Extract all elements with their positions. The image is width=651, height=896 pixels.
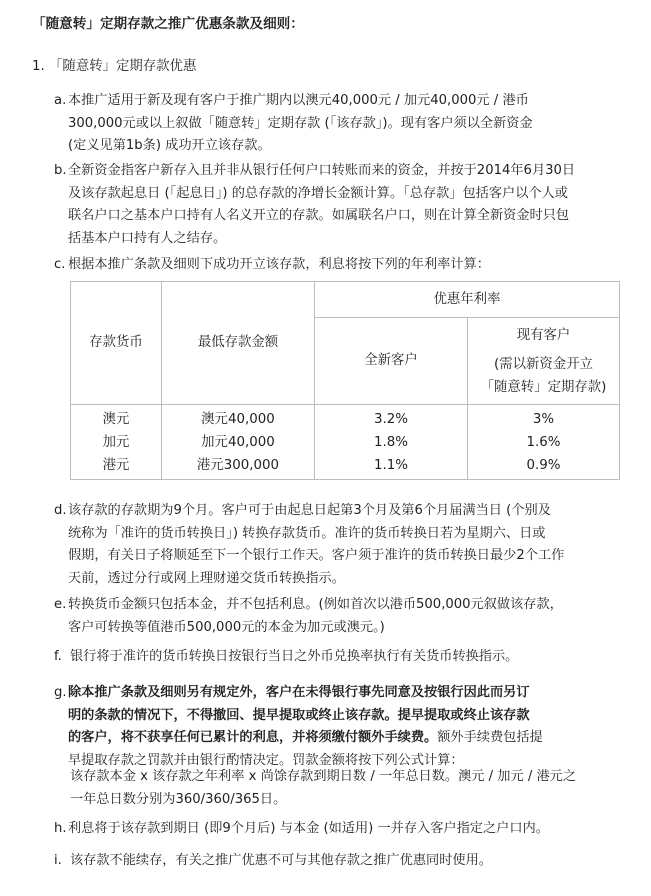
- clause-f: [54, 646, 636, 669]
- new-rate-cell: 1.1%: [373, 457, 409, 473]
- clause-b: [54, 160, 636, 250]
- clause-line: 早提取存款之罚款并由银行酌情决定。罚款金额将按下列公式计算：: [68, 752, 464, 768]
- clause-label: f.: [54, 649, 62, 664]
- cell-new-rates: [315, 405, 468, 480]
- clause-line: 统称为「准许的货币转换日」) 转换存款货币。准许的货币转换日若为星期六、日或: [68, 525, 546, 541]
- clause-line: 利息将于该存款到期日 (即9个月后) 与本金 (如适用) 一并存入客户指定之户口内。: [68, 821, 549, 836]
- min-amount-cell: 加元40,000: [201, 434, 275, 450]
- clause-line: 转换货币金额只包括本金，并不包括利息。(例如首次以港币500,000元叙做该存款，: [68, 597, 563, 612]
- formula-line: 该存款本金 x 该存款之年利率 x 尚馀存款到期日数 / 一年总日数。澳元 / 加元 / 港元之: [70, 769, 577, 784]
- clause-label: g.: [54, 685, 67, 700]
- clause-line: 及该存款起息日 (「起息日」) 的总存款的净增长金额计算。「总存款」包括客户以个人或: [68, 185, 568, 201]
- clause-label: b.: [54, 163, 67, 178]
- clause-label: a.: [54, 93, 67, 108]
- currency-cell: 澳元: [102, 411, 130, 427]
- clause-line: 300,000元或以上叙做「随意转」定期存款 (「该存款」)。现有客户须以全新资金: [68, 115, 533, 131]
- header-existing-line: 「随意转」定期存款): [480, 379, 607, 395]
- clause-line: 根据本推广条款及细则下成功开立该存款，利息将按下列的年利率计算：: [68, 257, 490, 272]
- clause-bold-line: 的客户，将不获享任何已累计的利息，并将须缴付额外手续费。: [68, 730, 438, 745]
- clause-line: 银行将于准许的货币转换日按银行当日之外币兑换率执行有关货币转换指示。: [70, 649, 519, 664]
- clause-line: 客户可转换等值港币500,000元的本金为加元或澳元。): [68, 619, 385, 635]
- clause-c: [54, 254, 636, 277]
- header-existing-line: 现有客户: [516, 327, 571, 343]
- existing-rate-cell: 0.9%: [526, 457, 561, 473]
- header-currency: 存款货币: [71, 282, 162, 405]
- min-amount-cell: 澳元40,000: [201, 411, 275, 427]
- clause-bold-line: 明的条款的情况下，不得撤回、提早提取或终止该存款。提早提取或终止该存款: [68, 707, 530, 723]
- clause-i: [54, 850, 636, 873]
- formula-line: 一年总日数分别为360/360/365日。: [70, 791, 287, 807]
- clause-e: [54, 594, 636, 639]
- existing-rate-cell: 3%: [532, 411, 555, 427]
- clause-line: 该存款的存款期为9个月。客户可于由起息日起第3个月及第6个月届满当日 (个别及: [68, 503, 551, 518]
- clause-label: h.: [54, 821, 67, 836]
- clause-line: (定义见第1b条) 成功开立该存款。: [68, 138, 271, 153]
- new-rate-cell: 3.2%: [373, 411, 409, 427]
- interest-rate-table: [70, 281, 620, 480]
- clause-line: 额外手续费包括提: [437, 730, 543, 745]
- new-rate-cell: 1.8%: [373, 434, 409, 450]
- cell-currencies: [71, 405, 162, 480]
- clause-bold-line: 除本推广条款及细则另有规定外，客户在未得银行事先同意及按银行因此而另订: [68, 685, 530, 700]
- clause-line: 联名户口之基本户口持有人名义开立的存款。如属联名户口，则在计算全新资金时只包: [68, 208, 570, 223]
- clause-line: 全新资金指客户新存入且并非从银行任何户口转账而来的资金，并按于2014年6月30日: [68, 163, 576, 178]
- clause-line: 该存款不能续存，有关之推广优惠不可与其他存款之推广优惠同时使用。: [70, 853, 492, 868]
- clause-label: c.: [54, 257, 66, 272]
- header-existing-customer: [468, 318, 620, 405]
- section-heading: 1. 「随意转」定期存款优惠: [32, 59, 197, 74]
- header-min-amount: 最低存款金额: [162, 282, 315, 405]
- clause-line: 假期，有关日子将顺延至下一个银行工作天。客户须于准许的货币转换日最少2个工作: [68, 548, 565, 563]
- clause-line: 括基本户口持有人之结存。: [68, 230, 227, 246]
- min-amount-cell: 港元300,000: [196, 457, 280, 473]
- currency-cell: 港元: [102, 457, 130, 473]
- header-existing-line: (需以新资金开立: [494, 356, 593, 372]
- clause-d: [54, 500, 636, 590]
- penalty-formula: [70, 766, 636, 811]
- clause-label: d.: [54, 503, 67, 518]
- page-title: 「随意转」定期存款之推广优惠条款及细则：: [32, 16, 304, 32]
- clause-label: i.: [54, 853, 62, 868]
- header-new-customer: 全新客户: [315, 318, 468, 405]
- cell-min-amounts: [162, 405, 315, 480]
- cell-existing-rates: [468, 405, 620, 480]
- currency-cell: 加元: [102, 434, 130, 450]
- existing-rate-cell: 1.6%: [526, 434, 561, 450]
- clause-line: 天前，透过分行或网上理财递交货币转换指示。: [68, 570, 345, 586]
- header-rate: 优惠年利率: [315, 282, 620, 318]
- clause-g: [54, 682, 636, 772]
- clause-label: e.: [54, 597, 67, 612]
- clause-line: 本推广适用于新及现有客户于推广期内以澳元40,000元 / 加元40,000元 / 港币: [68, 93, 529, 108]
- clause-a: [54, 90, 636, 158]
- clause-h: [54, 818, 636, 841]
